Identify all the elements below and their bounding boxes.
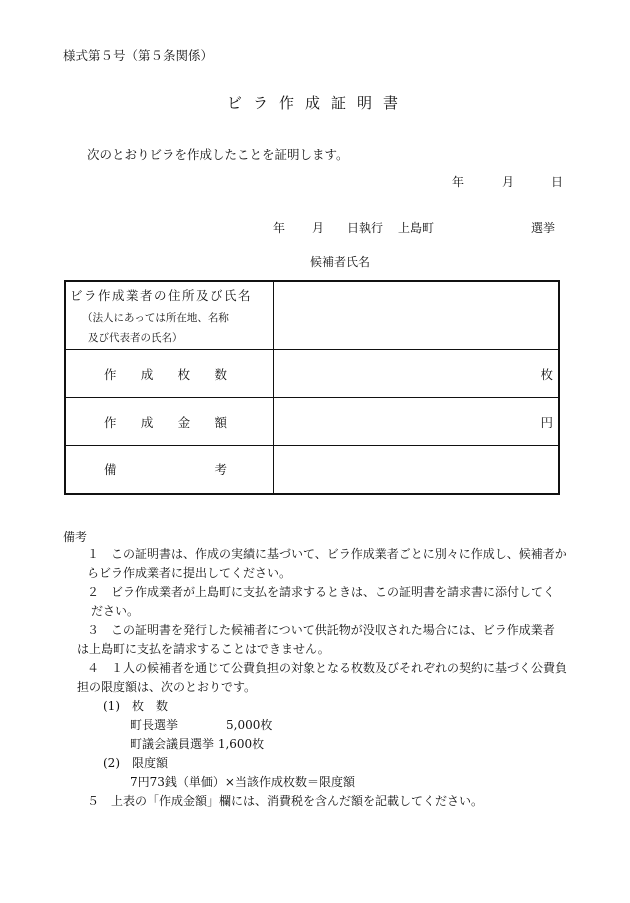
note-line: は上島町に支払を請求することはできません。: [77, 642, 330, 656]
amount-label-char: 作: [104, 414, 117, 430]
election-day-exec-label: 日執行: [347, 221, 384, 235]
note-line: 町議会議員選挙 1,600枚: [130, 737, 265, 751]
note-line: (2) 限度額: [103, 756, 168, 770]
vendor-header-cell: [65, 281, 274, 350]
quantity-value-cell[interactable]: [274, 350, 560, 398]
note-line: ２ ビラ作成業者が上島町に支払を請求するときは、この証明書を請求書に添付してく: [87, 585, 556, 599]
note-line: 町長選挙 5,000枚: [130, 718, 273, 732]
note-line: ３ この証明書を発行した候補者について供託物が没収された場合には、ビラ作成業者: [87, 623, 555, 637]
note-line: ４ １人の候補者を通じて公費負担の対象となる枚数及びそれぞれの契約に基づく公費負: [87, 661, 568, 675]
election-type-label: 選挙: [531, 221, 556, 235]
date-month-label: 月: [502, 175, 515, 189]
note-line: 7円73銭（単価）×当該作成枚数＝限度額: [130, 775, 355, 789]
table-row-remarks: [65, 446, 559, 494]
vendor-header-line2: （法人にあっては所在地、名称: [82, 312, 229, 324]
amount-label-cell: [65, 398, 274, 446]
election-town-label: 上島町: [398, 221, 435, 235]
quantity-label-cell: [65, 350, 274, 398]
remarks-label-char: 考: [214, 462, 227, 478]
amount-label-char: 額: [214, 414, 227, 430]
notes-title: 備考: [63, 530, 88, 544]
note-line: らビラ作成業者に提出してください。: [87, 566, 292, 580]
amount-label-char: 金: [177, 414, 191, 430]
table-row-vendor: [65, 281, 559, 350]
note-line: ださい。: [91, 604, 140, 618]
amount-unit: 円: [540, 414, 553, 430]
quantity-label-char: 成: [140, 366, 154, 382]
table-row-quantity: [65, 350, 559, 398]
election-month-label: 月: [312, 221, 325, 235]
remarks-label-char: 備: [104, 462, 117, 478]
note-line: ５ 上表の「作成金額」欄には、消費税を含んだ額を記載してください。: [87, 794, 484, 808]
remarks-label-cell: [65, 446, 274, 494]
note-line: 担の限度額は、次のとおりです。: [77, 680, 257, 694]
note-line: (1) 枚 数: [103, 699, 168, 713]
quantity-unit: 枚: [540, 366, 553, 382]
quantity-label-char: 枚: [177, 366, 191, 382]
quantity-label-char: 数: [214, 366, 227, 382]
note-line: １ この証明書は、作成の実績に基づいて、ビラ作成業者ごとに別々に作成し、候補者か: [87, 547, 567, 561]
table-row-amount: [65, 398, 559, 446]
remarks-value-cell[interactable]: [274, 446, 560, 494]
amount-value-cell[interactable]: [274, 398, 560, 446]
date-day-label: 日: [551, 175, 564, 189]
vendor-header-line3: 及び代表者の氏名）: [88, 332, 183, 344]
quantity-label-char: 作: [104, 366, 117, 382]
vendor-header-line1: ビラ作成業者の住所及び氏名: [70, 288, 253, 303]
form-number: 様式第５号（第５条関係）: [63, 48, 214, 63]
vendor-value-cell[interactable]: [274, 281, 560, 350]
certificate-table: [64, 280, 560, 495]
date-year-label: 年: [452, 175, 465, 189]
candidate-name-label: 候補者氏名: [310, 255, 371, 269]
document-title: ビラ作成証明書: [226, 94, 409, 112]
intro-text: 次のとおりビラを作成したことを証明します。: [87, 147, 349, 162]
election-year-label: 年: [273, 221, 286, 235]
amount-label-char: 成: [140, 414, 154, 430]
